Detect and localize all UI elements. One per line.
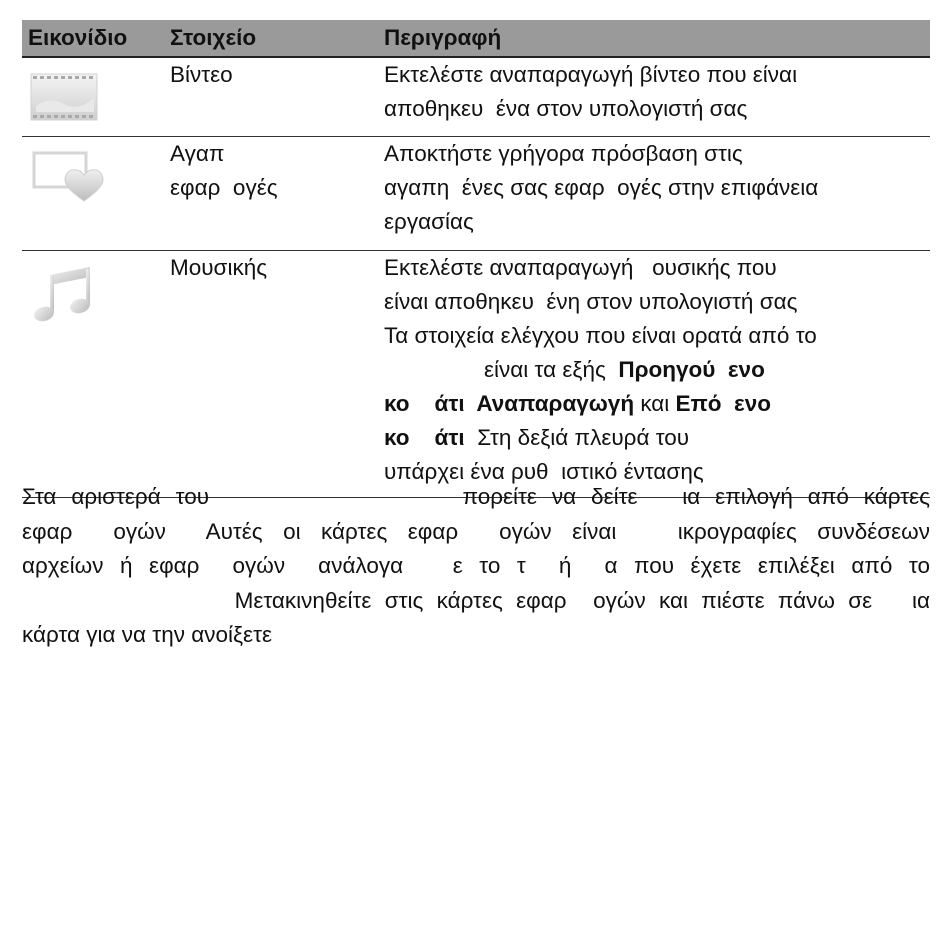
icon-cell	[22, 57, 162, 137]
table-row	[22, 137, 930, 251]
description-cell	[376, 251, 930, 498]
description-line: Εκτελέστε αναπαραγωγή ουσικής που	[384, 255, 777, 280]
description-line: αγαπη ένες σας εφαρ ογές στην επιφάνεια	[384, 175, 819, 200]
description-text: Στη δεξιά πλευρά του	[464, 425, 690, 450]
description-text: και	[634, 391, 676, 416]
music-note-icon	[30, 261, 96, 327]
item-label: Βίντεο	[170, 62, 233, 87]
body-paragraph	[22, 480, 930, 653]
item-label: εφαρ ογές	[170, 175, 278, 200]
description-cell	[376, 57, 930, 137]
favorite-apps-heart-icon	[30, 147, 106, 205]
next-label: Επό ενο	[675, 391, 771, 416]
description-line: Αποκτήστε γρήγορα πρόσβαση στις	[384, 141, 743, 166]
description-line	[384, 387, 930, 421]
description-line: Τα στοιχεία ελέγχου που είναι ορατά από το	[384, 323, 817, 348]
paragraph-line: κάρτα για να την ανοίξετε	[22, 622, 273, 647]
feature-table	[22, 20, 930, 498]
paragraph-line: Στα αριστερά του πορείτε να δείτε ια επιλογή από κάρτες	[22, 484, 930, 509]
table-row	[22, 251, 930, 498]
description-text: είναι τα εξής	[384, 357, 619, 382]
description-line: εργασίας	[384, 209, 474, 234]
description-line: Εκτελέστε αναπαραγωγή βίντεο που είναι	[384, 62, 798, 87]
description-line: υπάρχει ένα ρυθ ιστικό έντασης	[384, 459, 704, 484]
item-label: Αγαπ	[170, 141, 225, 166]
header-item: Στοιχείο	[162, 20, 376, 57]
video-film-icon	[30, 68, 100, 126]
table-header-row	[22, 20, 930, 57]
track-label: κο άτι	[384, 425, 465, 450]
icon-cell	[22, 251, 162, 498]
icon-cell	[22, 137, 162, 251]
item-cell	[162, 251, 376, 498]
header-description: Περιγραφή	[376, 20, 930, 57]
play-label: κο άτι Αναπαραγωγή	[384, 391, 635, 416]
description-line: αποθηκευ ένα στον υπολογιστή σας	[384, 96, 748, 121]
item-label: Μουσικής	[170, 255, 268, 280]
description-line	[384, 353, 930, 387]
previous-track-label: Προηγού ενο	[618, 357, 765, 382]
paragraph-line: Μετακινηθείτε στις κάρτες εφαρ ογών και πιέστε πάνω σε ια	[22, 587, 930, 613]
paragraph-line: εφαρ ογών Αυτές οι κάρτες εφαρ ογών είναι ικρογραφίες συνδέσεων	[22, 518, 930, 544]
item-cell	[162, 137, 376, 251]
header-icon: Εικονίδιο	[22, 20, 162, 57]
item-cell	[162, 57, 376, 137]
table-row	[22, 57, 930, 137]
description-line	[384, 421, 930, 455]
description-line: είναι αποθηκευ ένη στον υπολογιστή σας	[384, 289, 798, 314]
description-cell	[376, 137, 930, 251]
paragraph-line: αρχείων ή εφαρ ογών ανάλογα ε το τ ή α που έχετε επιλέξει από το	[22, 553, 930, 578]
